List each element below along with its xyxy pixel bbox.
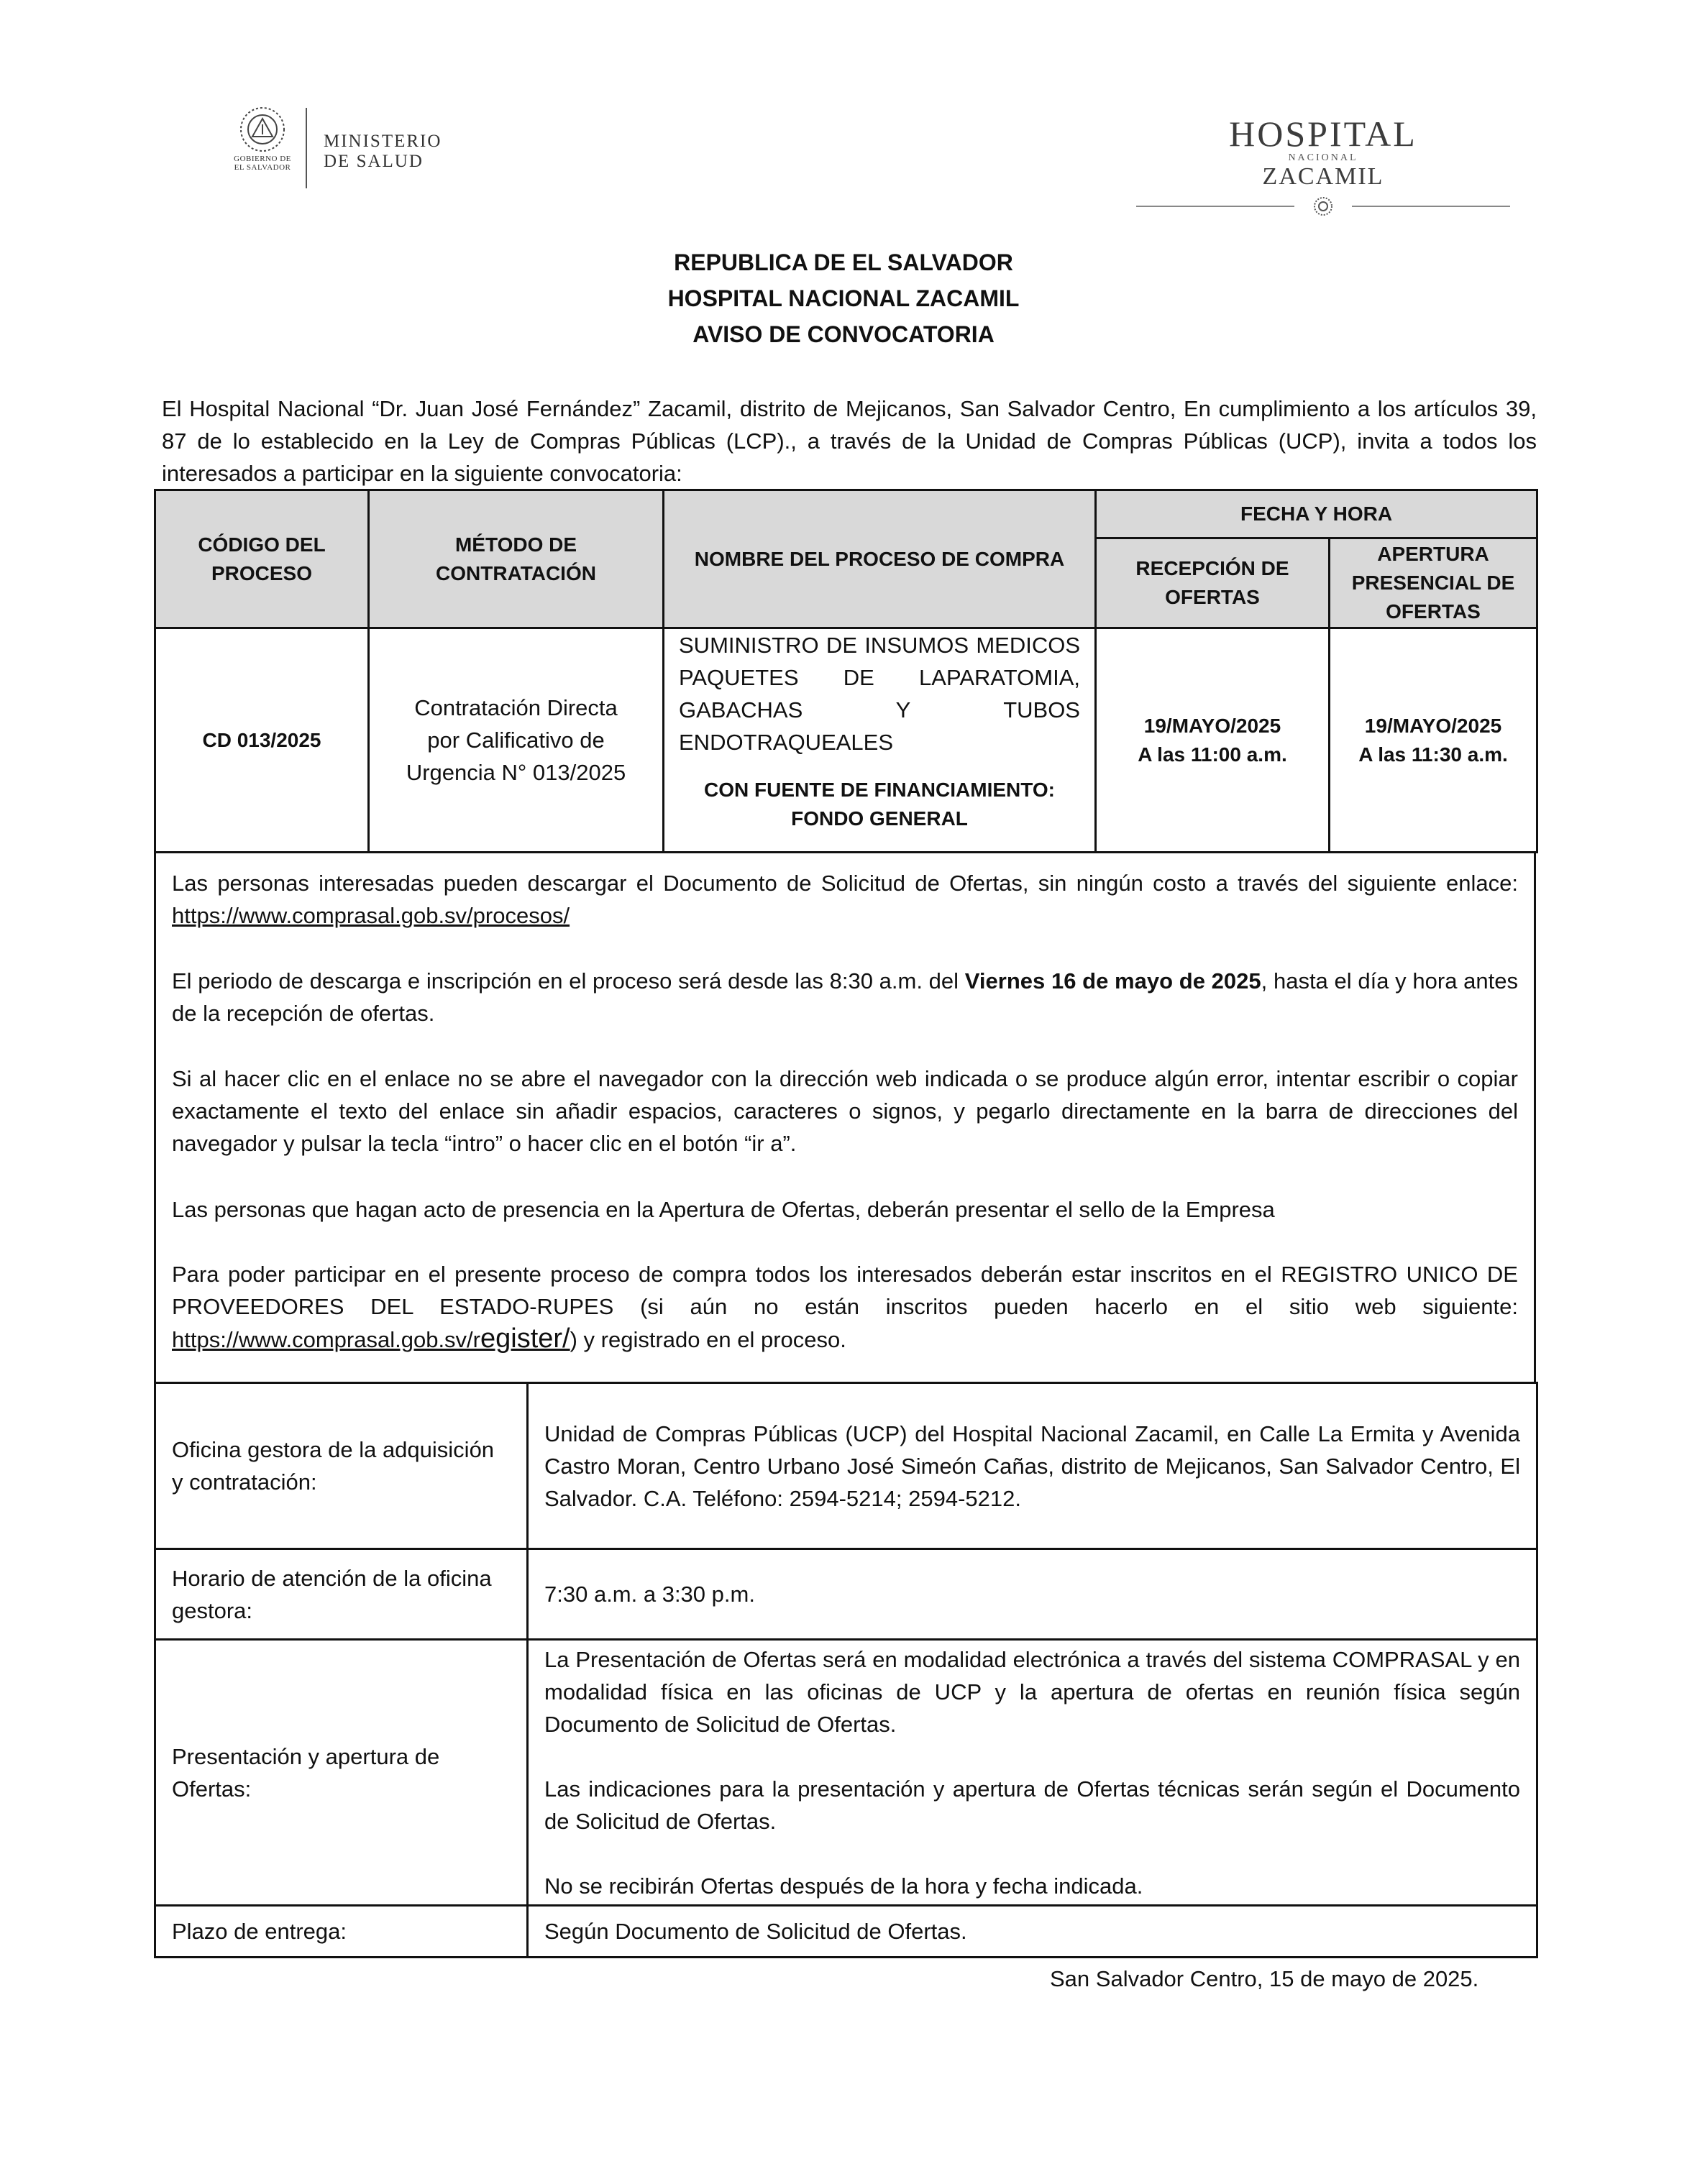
delivery-value: Según Documento de Solicitud de Ofertas. bbox=[528, 1906, 1537, 1958]
process-method: Contratación Directa por Calificativo de Urgencia N° 013/2025 bbox=[369, 628, 664, 853]
presentation-p2: Las indicaciones para la presentación y apertura de Ofertas técnicas serán según el Documento de Solicitud de Ofertas. bbox=[544, 1776, 1520, 1834]
rupes-text: Para poder participar en el presente proceso de compra todos los interesados deberán estar inscritos en el REGISTRO UNICO DE PROVEEDORES DEL ESTADO-RUPES (si aún no están inscritos pueden hacerlo en el sitio web siguiente: bbox=[172, 1262, 1518, 1319]
opening-time: A las 11:30 a.m. bbox=[1358, 743, 1508, 766]
ministry-line-1: MINISTERIO bbox=[324, 132, 442, 151]
presentation-value bbox=[528, 1640, 1537, 1906]
rule-right bbox=[1352, 206, 1510, 207]
title-line-1: REPUBLICA DE EL SALVADOR bbox=[674, 249, 1013, 275]
register-link-part-2: egister/ bbox=[480, 1323, 570, 1354]
header-opening: APERTURA PRESENCIAL DE OFERTAS bbox=[1330, 538, 1537, 628]
download-text: Las personas interesadas pueden descargar el Documento de Solicitud de Ofertas, sin ningún costo a través del siguiente enlace: bbox=[172, 871, 1518, 896]
download-paragraph bbox=[172, 867, 1518, 932]
hospital-logo-line-1: HOSPITAL bbox=[1229, 114, 1417, 154]
government-seal bbox=[227, 104, 298, 191]
process-table bbox=[154, 489, 1538, 853]
register-link-part-1: https://www.comprasal.gob.sv/r bbox=[172, 1327, 480, 1352]
header-method: MÉTODO DE CONTRATACIÓN bbox=[369, 490, 664, 628]
opening-date: 19/MAYO/2025 bbox=[1364, 714, 1502, 737]
link-help-paragraph: Si al hacer clic en el enlace no se abre el navegador con la dirección web indicada o se produce algún error, intentar escribir o copiar exactamente el texto del enlace sin añadir espacios, caracteres o signos, y pegarlo directamente en la barra de direcciones del navegador y pulsar la tecla “intro” o hacer clic en el botón “ir a”. bbox=[172, 1066, 1518, 1156]
seal-caption-1: GOBIERNO DE bbox=[234, 155, 291, 163]
info-block bbox=[154, 851, 1536, 1382]
delivery-label: Plazo de entrega: bbox=[155, 1906, 528, 1958]
ministry-logo bbox=[227, 104, 471, 191]
header-name: NOMBRE DEL PROCESO DE COMPRA bbox=[664, 490, 1096, 628]
period-date: Viernes 16 de mayo de 2025 bbox=[964, 968, 1261, 994]
header-date-time: FECHA Y HORA bbox=[1096, 490, 1537, 538]
opening-datetime bbox=[1330, 628, 1537, 853]
reception-datetime bbox=[1096, 628, 1330, 853]
process-name: SUMINISTRO DE INSUMOS MEDICOS PAQUETES DE LAPARATOMIA, GABACHAS Y TUBOS ENDOTRAQUEALES bbox=[679, 633, 1080, 755]
reception-time: A las 11:00 a.m. bbox=[1138, 743, 1287, 766]
seal-icon bbox=[237, 104, 288, 155]
hospital-logo-line-2: NACIONAL bbox=[1288, 152, 1358, 163]
funding-line-1: CON FUENTE DE FINANCIAMIENTO: bbox=[704, 779, 1055, 801]
ministry-name bbox=[324, 132, 442, 172]
presentation-p1: La Presentación de Ofertas será en modalidad electrónica a través del sistema COMPRASAL y en modalidad física en las oficinas de UCP y la apertura de ofertas en reunión física según Documento de Solicitud de Ofertas. bbox=[544, 1646, 1520, 1737]
hospital-logo bbox=[1136, 115, 1510, 223]
header-reception: RECEPCIÓN DE OFERTAS bbox=[1096, 538, 1330, 628]
hospital-logo-rule bbox=[1136, 196, 1510, 217]
office-value: Unidad de Compras Públicas (UCP) del Hospital Nacional Zacamil, en Calle La Ermita y Avenida Castro Moran, Centro Urbano José Simeón Cañas, distrito de Mejicanos, San Salvador Centro, El Salvador. C.A. Teléfono: 2594-5214; 2594-5212. bbox=[528, 1383, 1537, 1549]
rupes-paragraph bbox=[172, 1258, 1518, 1356]
rupes-text-after: ) y registrado en el proceso. bbox=[570, 1327, 846, 1352]
title-line-3: AVISO DE CONVOCATORIA bbox=[692, 321, 995, 347]
small-seal-icon bbox=[1310, 196, 1336, 217]
place-date: San Salvador Centro, 15 de mayo de 2025. bbox=[1050, 1966, 1479, 1991]
hours-label: Horario de atención de la oficina gestora: bbox=[155, 1549, 528, 1640]
funding-source bbox=[664, 776, 1094, 833]
presentation-label: Presentación y apertura de Ofertas: bbox=[155, 1640, 528, 1906]
register-link[interactable] bbox=[172, 1323, 570, 1354]
process-code: CD 013/2025 bbox=[155, 628, 369, 853]
seal-caption-2: EL SALVADOR bbox=[234, 163, 291, 172]
hours-value: 7:30 a.m. a 3:30 p.m. bbox=[528, 1549, 1537, 1640]
hospital-logo-line-3: ZACAMIL bbox=[1262, 163, 1384, 190]
title-line-2: HOSPITAL NACIONAL ZACAMIL bbox=[667, 285, 1020, 311]
presentation-p3: No se recibirán Ofertas después de la hora y fecha indicada. bbox=[544, 1873, 1143, 1899]
processes-link[interactable]: https://www.comprasal.gob.sv/procesos/ bbox=[172, 903, 570, 928]
period-text-after: , hasta el día y hora antes de la recepción de ofertas. bbox=[172, 968, 1519, 1026]
document-title bbox=[0, 244, 1687, 352]
rule-left bbox=[1136, 206, 1294, 207]
funding-line-2: FONDO GENERAL bbox=[791, 807, 968, 830]
period-paragraph bbox=[172, 965, 1518, 1029]
process-name-cell bbox=[664, 628, 1096, 853]
office-label: Oficina gestora de la adquisición y contratación: bbox=[155, 1383, 528, 1549]
ministry-line-2: DE SALUD bbox=[324, 152, 424, 171]
reception-date: 19/MAYO/2025 bbox=[1143, 714, 1281, 737]
details-table bbox=[154, 1382, 1538, 1958]
company-seal-paragraph: Las personas que hagan acto de presencia en la Apertura de Ofertas, deberán presentar el sello de la Empresa bbox=[172, 1197, 1275, 1222]
period-text-before: El periodo de descarga e inscripción en el proceso será desde las 8:30 a.m. del bbox=[172, 968, 965, 994]
logo-divider bbox=[306, 108, 307, 188]
header-code: CÓDIGO DEL PROCESO bbox=[155, 490, 369, 628]
intro-paragraph: El Hospital Nacional “Dr. Juan José Fernández” Zacamil, distrito de Mejicanos, San Salvador Centro, En cumplimiento a los artículos 39, 87 de lo establecido en la Ley de Compras Públicas (LCP)., a través de la Unidad de Compras Públicas (UCP), invita a todos los interesados a participar en la siguiente convocatoria: bbox=[162, 396, 1537, 486]
